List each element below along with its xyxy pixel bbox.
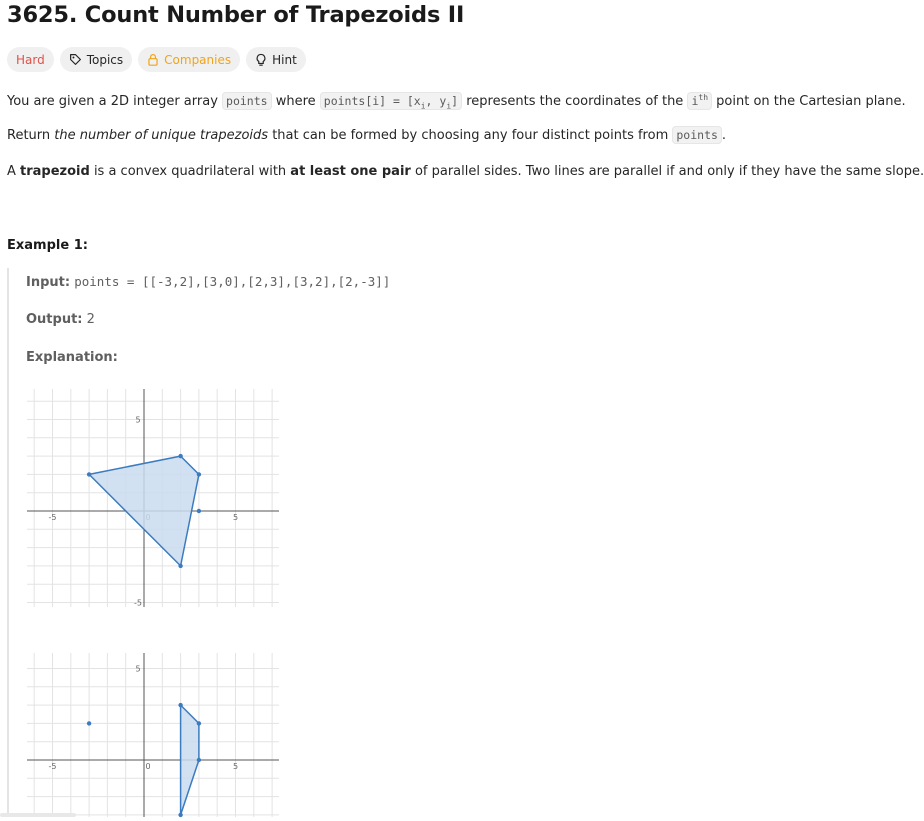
tick-label-y-pos: 5 xyxy=(135,664,141,674)
data-point xyxy=(87,721,91,725)
description-paragraph-2: Return the number of unique trapezoids that can be formed by choosing any four distinct points from points . xyxy=(7,128,727,143)
tick-label-x-pos: 5 xyxy=(232,762,239,771)
hint-button[interactable] xyxy=(246,47,306,72)
tag-row xyxy=(7,47,306,72)
data-point xyxy=(197,758,201,762)
example-title: Example 1: xyxy=(7,238,88,253)
difficulty-badge xyxy=(7,47,54,72)
trapezoid-figure xyxy=(27,385,279,817)
data-point xyxy=(87,472,91,476)
example-block xyxy=(7,268,391,817)
tick-label-x-zero: 0 xyxy=(145,762,151,771)
topics-label: Topics xyxy=(86,52,124,67)
hint-label: Hint xyxy=(272,52,297,67)
tick-label-y-neg: -5 xyxy=(134,598,142,608)
tick-label-y-pos: 5 xyxy=(135,415,141,425)
example-explanation-label: Explanation: xyxy=(26,350,118,365)
data-point xyxy=(178,564,182,568)
example-output: Output: 2 xyxy=(26,312,95,327)
inline-code-points: points xyxy=(222,92,272,110)
data-point xyxy=(197,721,201,725)
data-point xyxy=(178,454,182,458)
inline-code-ith: $i^{th}$ xyxy=(687,92,712,110)
example-input: Input: points = [[-3,2],[3,0],[2,3],[3,2],[2,-3]] xyxy=(26,274,391,290)
inline-code-points-i: points[i] = [$x_i$, $y_i$] xyxy=(320,92,462,110)
companies-label: Companies xyxy=(164,52,232,67)
topics-button[interactable] xyxy=(60,47,132,72)
tag-icon xyxy=(69,53,82,66)
data-point xyxy=(197,472,201,476)
trapezoid-shape xyxy=(181,705,199,815)
lightbulb-icon xyxy=(255,53,267,67)
difficulty-label: Hard xyxy=(16,52,45,67)
description-paragraph-3: A trapezoid is a convex quadrilateral with at least one pair of parallel sides. Two lines are parallel if and only if they have the same slope. xyxy=(7,164,924,179)
companies-button[interactable] xyxy=(138,47,240,72)
tick-label-x-neg: -5 xyxy=(48,513,57,522)
page-title: 3625. Count Number of Trapezoids II xyxy=(7,2,465,28)
horizontal-scrollbar[interactable] xyxy=(0,813,76,817)
inline-code-points-2: points xyxy=(672,126,722,144)
data-point xyxy=(197,509,201,513)
explanation-figure xyxy=(27,385,279,821)
data-point xyxy=(178,703,182,707)
tick-label-x-neg: -5 xyxy=(48,762,57,771)
lock-icon xyxy=(147,53,159,66)
data-point xyxy=(178,813,182,817)
description-paragraph-1: You are given a 2D integer array points where points[i] = [$x_i$, $y_i$] represents the coordinates of the $i^{th}$ point on the Cartesian plane. xyxy=(7,93,906,111)
tick-label-x-pos: 5 xyxy=(232,513,239,522)
